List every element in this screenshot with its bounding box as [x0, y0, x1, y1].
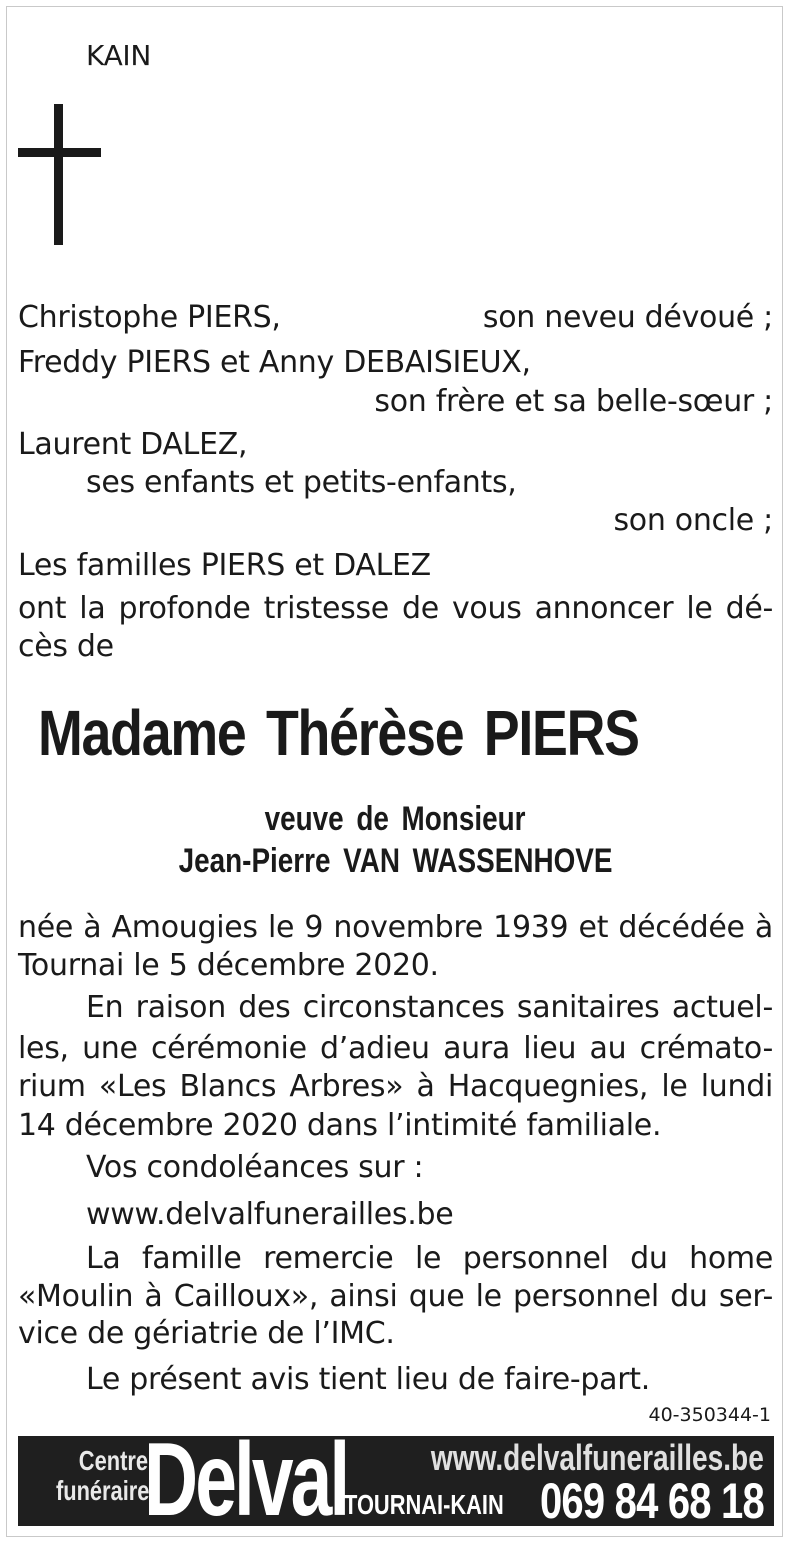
families-line: Les familles PIERS et DALEZ	[18, 548, 431, 583]
thanks-line: La famille remercie le personnel du home	[86, 1241, 773, 1276]
family-member-relation: son oncle ;	[613, 503, 773, 538]
family-member-name: Freddy PIERS et Anny DEBAISIEUX,	[18, 345, 531, 380]
banner-city: TOURNAI-KAIN	[344, 1489, 504, 1520]
family-member-sub: ses enfants et petits-enfants,	[86, 465, 517, 500]
location-heading: KAIN	[86, 39, 152, 72]
widow-of-line: veuve de Monsieur	[265, 800, 526, 838]
reference-number: 40-350344-1	[648, 1404, 771, 1426]
funeral-home-banner	[18, 1422, 774, 1538]
family-member-relation: son neveu dévoué ;	[482, 300, 773, 335]
death-line: Tournai le 5 décembre 2020.	[18, 948, 439, 983]
family-member-name: Christophe PIERS,	[18, 300, 281, 335]
banner-website-link[interactable]: www.delvalfunerailles.be	[431, 1437, 764, 1478]
condolences-label: Vos condoléances sur :	[86, 1150, 424, 1185]
brand-logo: Delval	[144, 1422, 348, 1538]
announcement-line: ont la profonde tristesse de vous annoncer le dé-	[18, 591, 773, 626]
ceremony-line: 14 décembre 2020 dans l’intimité familiale.	[18, 1108, 662, 1143]
centre-funeraire-label: Centre funéraire	[55, 1445, 150, 1506]
closing-line: Le présent avis tient lieu de faire-part.	[86, 1362, 650, 1397]
spouse-name: Jean-Pierre VAN WASSENHOVE	[178, 842, 613, 880]
birth-line: née à Amougies le 9 novembre 1939 et décédée à	[18, 910, 773, 945]
banner-phone[interactable]: 069 84 68 18	[540, 1473, 764, 1529]
ceremony-line: rium «Les Blancs Arbres» à Hacquegnies, le lundi	[18, 1069, 773, 1104]
family-member-name: Laurent DALEZ,	[18, 427, 248, 462]
ceremony-line: En raison des circonstances sanitaires actuel-	[86, 990, 773, 1025]
condolences-website-link[interactable]: www.delvalfunerailles.be	[86, 1197, 454, 1232]
thanks-line: vice de gériatrie de l’IMC.	[18, 1316, 395, 1351]
family-member-relation: son frère et sa belle-sœur ;	[374, 384, 773, 419]
thanks-line: «Moulin à Cailloux», ainsi que le personnel du ser-	[18, 1279, 773, 1314]
announcement-line: cès de	[18, 629, 114, 664]
deceased-name: Madame Thérèse PIERS	[38, 697, 639, 769]
ceremony-line: les, une cérémonie d’adieu aura lieu au crémato-	[18, 1031, 773, 1066]
